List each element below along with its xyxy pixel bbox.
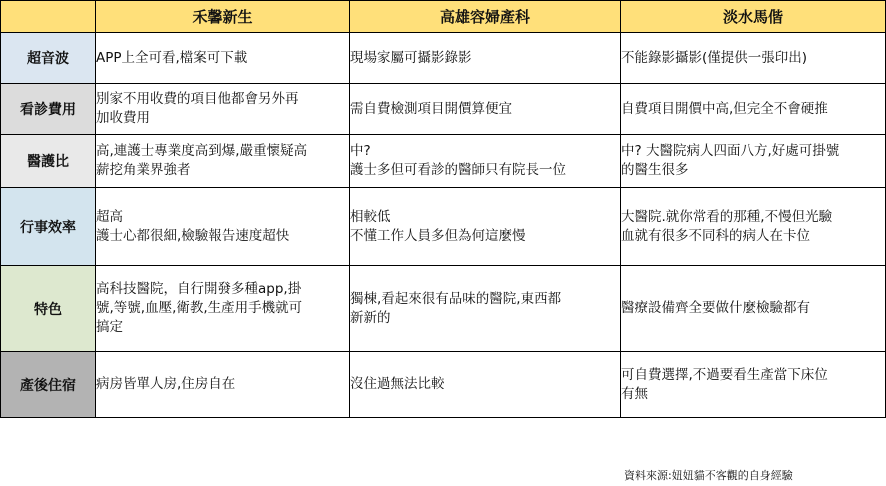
cell-text-line: 不能錄影攝影(僅提供一張印出)	[621, 49, 808, 66]
cell-text-line: 醫療設備齊全要做什麼檢驗都有	[621, 300, 810, 316]
row-header: 產後住宿	[1, 352, 96, 418]
cell-kaohsiung-rong	[350, 266, 621, 352]
cell-tamsui-mackay	[621, 352, 886, 418]
cell-text-line: APP上全可看,檔案可下載	[96, 49, 248, 66]
cell-text-line: 大醫院.就你常看的那種,不慢但光驗	[621, 208, 833, 225]
cell-text-line: 加收費用	[96, 110, 150, 126]
column-header-kaohsiung-rong: 高雄容婦產科	[350, 1, 621, 33]
cell-hexin	[96, 33, 350, 84]
cell-text-line: 高,連護士專業度高到爆,嚴重懷疑高	[96, 143, 308, 159]
row-header: 特色	[1, 266, 96, 352]
cell-hexin	[96, 188, 350, 266]
cell-text-line: 新新的	[350, 309, 391, 326]
table-row	[1, 266, 886, 352]
table-row	[1, 84, 886, 135]
cell-text-line: 中?	[350, 143, 371, 159]
cell-hexin	[96, 84, 350, 135]
cell-hexin	[96, 135, 350, 188]
cell-tamsui-mackay	[621, 135, 886, 188]
cell-tamsui-mackay	[621, 33, 886, 84]
cell-text-line: 現場家屬可攝影錄影	[350, 49, 472, 66]
header-row	[1, 1, 886, 33]
cell-text-line: 號,等號,血壓,衛教,生產用手機就可	[96, 300, 303, 316]
cell-text-line: 病房皆單人房,住房自在	[96, 376, 236, 392]
table-row	[1, 33, 886, 84]
cell-hexin	[96, 352, 350, 418]
cell-text-line: 沒住過無法比較	[350, 376, 445, 392]
cell-kaohsiung-rong	[350, 84, 621, 135]
table-row	[1, 352, 886, 418]
cell-text-line: 不懂工作人員多但為何這麼慢	[350, 227, 526, 244]
cell-text-line: 需自費檢測項目開價算便宜	[350, 100, 512, 117]
cell-text-line: 獨棟,看起來很有品味的醫院,東西都	[350, 290, 562, 307]
cell-kaohsiung-rong	[350, 135, 621, 188]
row-header: 看診費用	[1, 84, 96, 135]
cell-tamsui-mackay	[621, 266, 886, 352]
table-row	[1, 135, 886, 188]
cell-text-line: 中? 大醫院病人四面八方,好處可掛號	[621, 143, 840, 159]
cell-text-line: 護士多但可看診的醫師只有院長一位	[350, 162, 566, 178]
cell-hexin	[96, 266, 350, 352]
cell-tamsui-mackay	[621, 188, 886, 266]
cell-tamsui-mackay	[621, 84, 886, 135]
source-note: 資料來源:妞妞貓不客觀的自身經驗	[624, 469, 793, 482]
column-header-tamsui-mackay: 淡水馬偕	[621, 1, 886, 33]
cell-text-line: 薪挖角業界強者	[96, 162, 191, 178]
cell-text-line: 的醫生很多	[621, 162, 689, 178]
cell-text-line: 別家不用收費的項目他都會另外再	[96, 91, 299, 107]
cell-text-line: 超高	[96, 208, 123, 225]
cell-text-line: 血就有很多不同科的病人在卡位	[621, 227, 810, 244]
row-header: 超音波	[1, 33, 96, 84]
column-header-hexin: 禾馨新生	[96, 1, 350, 33]
cell-text-line: 相較低	[350, 208, 391, 225]
row-header: 醫護比	[1, 135, 96, 188]
row-header: 行事效率	[1, 188, 96, 266]
cell-kaohsiung-rong	[350, 352, 621, 418]
cell-text-line: 高科技醫院，自行開發多種app,掛	[96, 281, 302, 297]
cell-kaohsiung-rong	[350, 33, 621, 84]
cell-text-line: 有無	[621, 385, 648, 402]
cell-text-line: 護士心都很細,檢驗報告速度超快	[96, 227, 290, 244]
header-corner	[1, 1, 96, 33]
cell-kaohsiung-rong	[350, 188, 621, 266]
cell-text-line: 自費項目開價中高,但完全不會硬推	[621, 100, 828, 117]
cell-text-line: 可自費選擇,不過要看生產當下床位	[621, 366, 828, 383]
table-row	[1, 188, 886, 266]
cell-text-line: 搞定	[96, 319, 123, 335]
